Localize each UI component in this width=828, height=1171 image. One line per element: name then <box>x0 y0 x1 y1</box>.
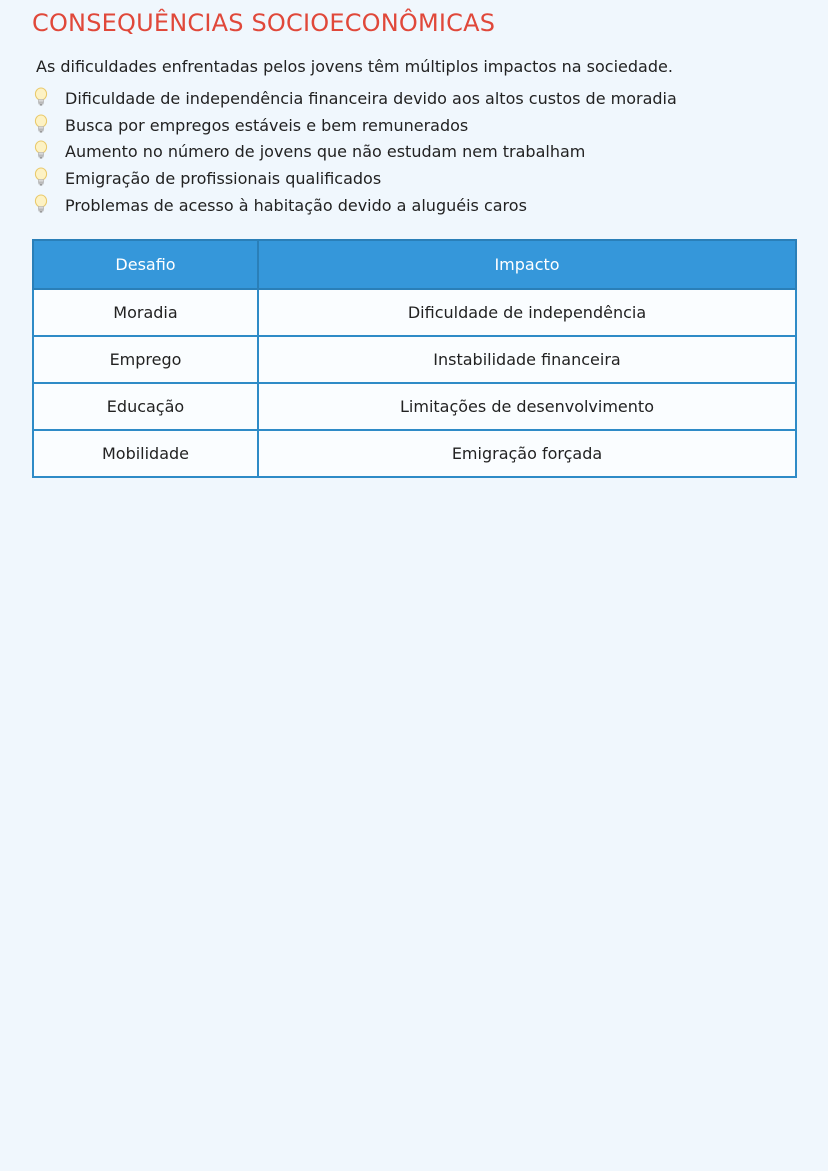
impact-table <box>32 239 797 478</box>
list-item <box>32 86 796 113</box>
column-header-desafio: Desafio <box>33 240 258 289</box>
cell-desafio: Emprego <box>33 336 258 383</box>
lightbulb-icon <box>34 167 48 187</box>
lightbulb-icon <box>34 194 48 214</box>
table-row <box>33 430 796 477</box>
list-item <box>32 139 796 166</box>
table-row <box>33 383 796 430</box>
lightbulb-icon <box>34 140 48 160</box>
lightbulb-icon <box>34 114 48 134</box>
bullet-list <box>32 86 796 219</box>
bullet-text: Aumento no número de jovens que não estudam nem trabalham <box>65 142 586 162</box>
list-item <box>32 166 796 193</box>
intro-paragraph: As dificuldades enfrentadas pelos jovens têm múltiplos impactos na sociedade. <box>36 57 673 76</box>
list-item <box>32 113 796 140</box>
cell-desafio: Mobilidade <box>33 430 258 477</box>
bullet-text: Dificuldade de independência financeira devido aos altos custos de moradia <box>65 89 677 109</box>
column-header-impacto: Impacto <box>258 240 796 289</box>
page-title: CONSEQUÊNCIAS SOCIOECONÔMICAS <box>32 9 496 37</box>
table-row <box>33 336 796 383</box>
table-row <box>33 289 796 336</box>
cell-impacto: Instabilidade financeira <box>258 336 796 383</box>
cell-impacto: Emigração forçada <box>258 430 796 477</box>
bullet-text: Problemas de acesso à habitação devido a aluguéis caros <box>65 195 527 215</box>
list-item <box>32 192 796 219</box>
page-content <box>32 8 796 478</box>
bullet-text: Busca por empregos estáveis e bem remunerados <box>65 115 469 135</box>
cell-impacto: Dificuldade de independência <box>258 289 796 336</box>
cell-impacto: Limitações de desenvolvimento <box>258 383 796 430</box>
lightbulb-icon <box>34 87 48 107</box>
table-header-row <box>33 240 796 289</box>
cell-desafio: Moradia <box>33 289 258 336</box>
cell-desafio: Educação <box>33 383 258 430</box>
bullet-text: Emigração de profissionais qualificados <box>65 169 382 189</box>
